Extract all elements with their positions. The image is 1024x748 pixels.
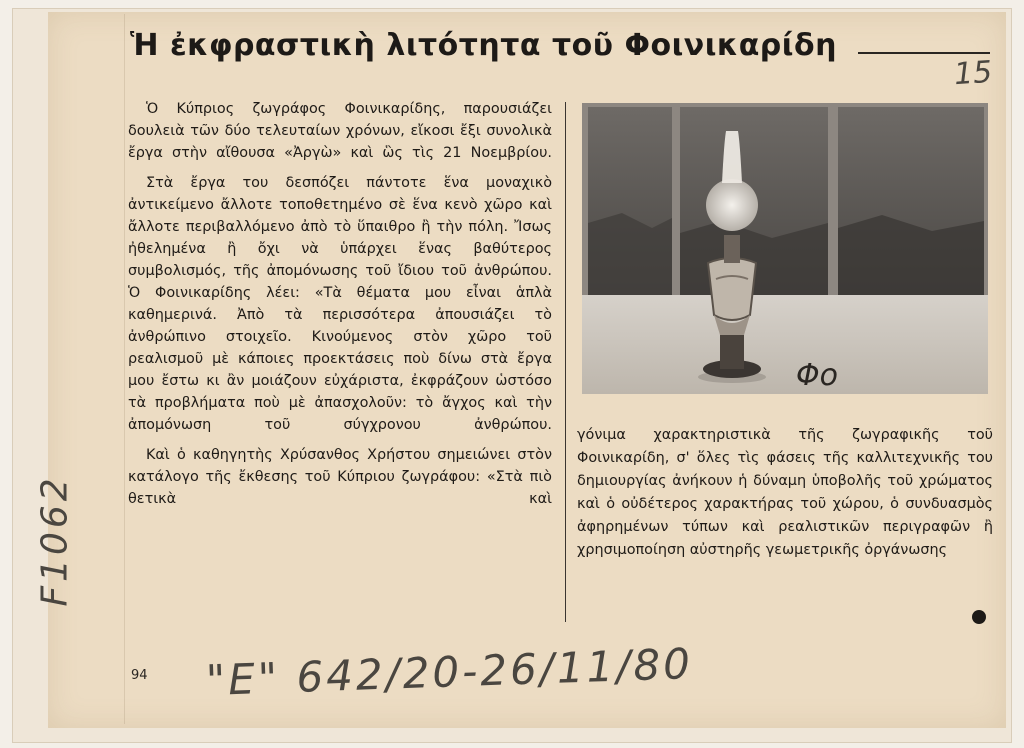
oil-lamp-painting-image [582, 103, 988, 394]
paragraph-4: γόνιμα χαρακτηριστικὰ τῆς ζωγραφικῆς τοῦ Φοινικαρίδη, σ' ὅλες τὶς φάσεις τῆς καλλιτεχνικῆς του δημιουργίας ἀνήκουν ἡ δύναμη ὑποβολῆς τοῦ χρώματος καὶ ὁ οὐδέτερος χαρακτήρας τοῦ χώρου, ὁ συνδυασμὸς ἀφηρημένων τύπων καὶ ρεαλιστικῶν περιγραφῶν ἢ χρησιμοποίηση αὐστηρῆς γεωμετρικῆς ὀργάνωσης [577, 427, 993, 558]
column-divider [565, 102, 566, 622]
handwritten-number: 15 [952, 54, 994, 93]
painting-photo [582, 103, 988, 394]
handwritten-margin-code: F1062 [34, 474, 76, 607]
paragraph-3: Καὶ ὁ καθηγητὴς Χρύσανθος Χρήστου σημειώνει στὸν κατάλογο τῆς ἔκθεσης τοῦ Κύπριου ζωγράφου: «Στὰ πιὸ θετικὰ καὶ [128, 447, 552, 507]
left-column [128, 98, 552, 518]
article-title: Ἡ ἐκφραστικὴ λιτότητα τοῦ Φοινικαρίδη [130, 28, 837, 63]
photo-signature: Φο [796, 358, 838, 393]
right-column [577, 424, 993, 562]
page-number: 94 [131, 668, 148, 683]
end-mark [972, 610, 986, 624]
paper-fold-line [124, 14, 125, 724]
title-rule [858, 52, 990, 54]
paragraph-2: Στὰ ἔργα του δεσπόζει πάντοτε ἕνα μοναχικὸ ἀντικείμενο ἄλλοτε τοποθετημένο σὲ ἕνα κενὸ χῶρο καὶ ἄλλοτε περιβαλλόμενο ἀπὸ τὸ ὕπαιθρο ἢ τὴν πόλη. Ἴσως ἠθελημένα ἢ ὄχι νὰ ὑπάρχει ἕνας βαθύτερος συμβολισμός, τῆς ἀπομόνωσης τοῦ ἴδιου τοῦ ἀνθρώπου. Ὁ Φοινικαρίδης λέει: «Τὰ θέματα μου εἶναι ἁπλὰ καθημερινά. Ἀπὸ τὰ περισσότερα ἀπουσιάζει τὸ ἀνθρώπινο στοιχεῖο. Κινούμενος στὸν χῶρο τοῦ ρεαλισμοῦ μὲ κάποιες προεκτάσεις ποὺ δίνω στὰ ἔργα μου ἔστω κι ἂν μοιάζουν εὐχάριστα, ἐκφράζουν ὡστόσο τὰ προβλήματα ποὺ μὲ ἀπασχολοῦν: τὸ ἄγχος καὶ τὴν ἀπομόνωση τοῦ σύγχρονου ἀνθρώπου. [128, 175, 552, 433]
paragraph-1: Ὁ Κύπριος ζωγράφος Φοινικαρίδης, παρουσιάζει δουλειὰ τῶν δύο τελευταίων χρόνων, εἴκοσι ἔξι συνολικὰ ἔργα στὴν αἴθουσα «Ἀργὼ» καὶ ὣς τὶς 21 Νοεμβρίου. [128, 101, 552, 161]
handwritten-reference: "Ε" 642/20-26/11/80 [205, 639, 694, 705]
